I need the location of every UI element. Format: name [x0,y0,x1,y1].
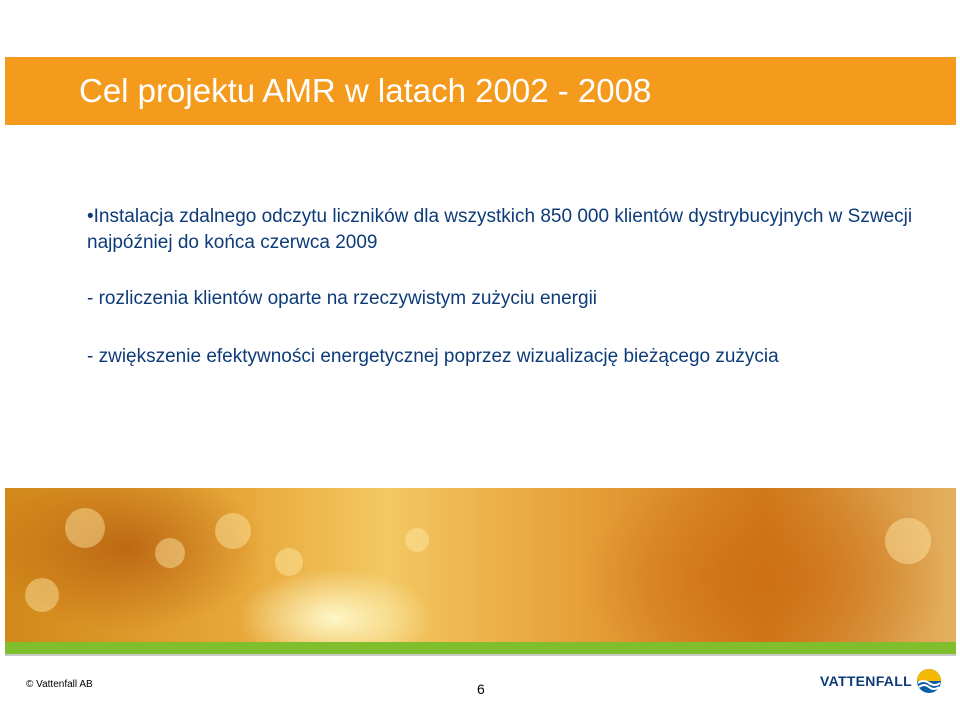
bokeh-light [275,548,303,576]
footer-divider-shadow [5,654,956,656]
title-bar [5,57,956,125]
paragraph-text: Instalacja zdalnego odczytu liczników dla wszystkich 850 000 klientów dystrybucyjnych w Szwecji najpóźniej do końca czerwca 2009 [87,206,913,253]
bokeh-light [885,518,931,564]
bullet-paragraph [87,204,917,256]
sub-point-billing: - rozliczenia klientów oparte na rzeczywistym zużyciu energii [87,288,598,309]
bokeh-light [25,578,59,612]
decorative-photo [5,488,956,642]
page-title: Cel projektu AMR w latach 2002 - 2008 [79,72,652,109]
bullet-icon: • [87,206,94,227]
bokeh-light [405,528,429,552]
bokeh-light [215,513,251,549]
bokeh-light [155,538,185,568]
slide-content [87,204,917,370]
bokeh-light [65,508,105,548]
sun-wave-logo-icon [916,668,942,694]
page-number: 6 [477,681,485,697]
logo-text: VATTENFALL [820,673,912,689]
sub-point-efficiency: - zwiększenie efektywności energetycznej poprzez wizualizację bieżącego zużycia [87,346,779,367]
vattenfall-logo [820,668,942,694]
footer-divider [5,642,956,654]
copyright-notice: © Vattenfall AB [26,679,93,690]
